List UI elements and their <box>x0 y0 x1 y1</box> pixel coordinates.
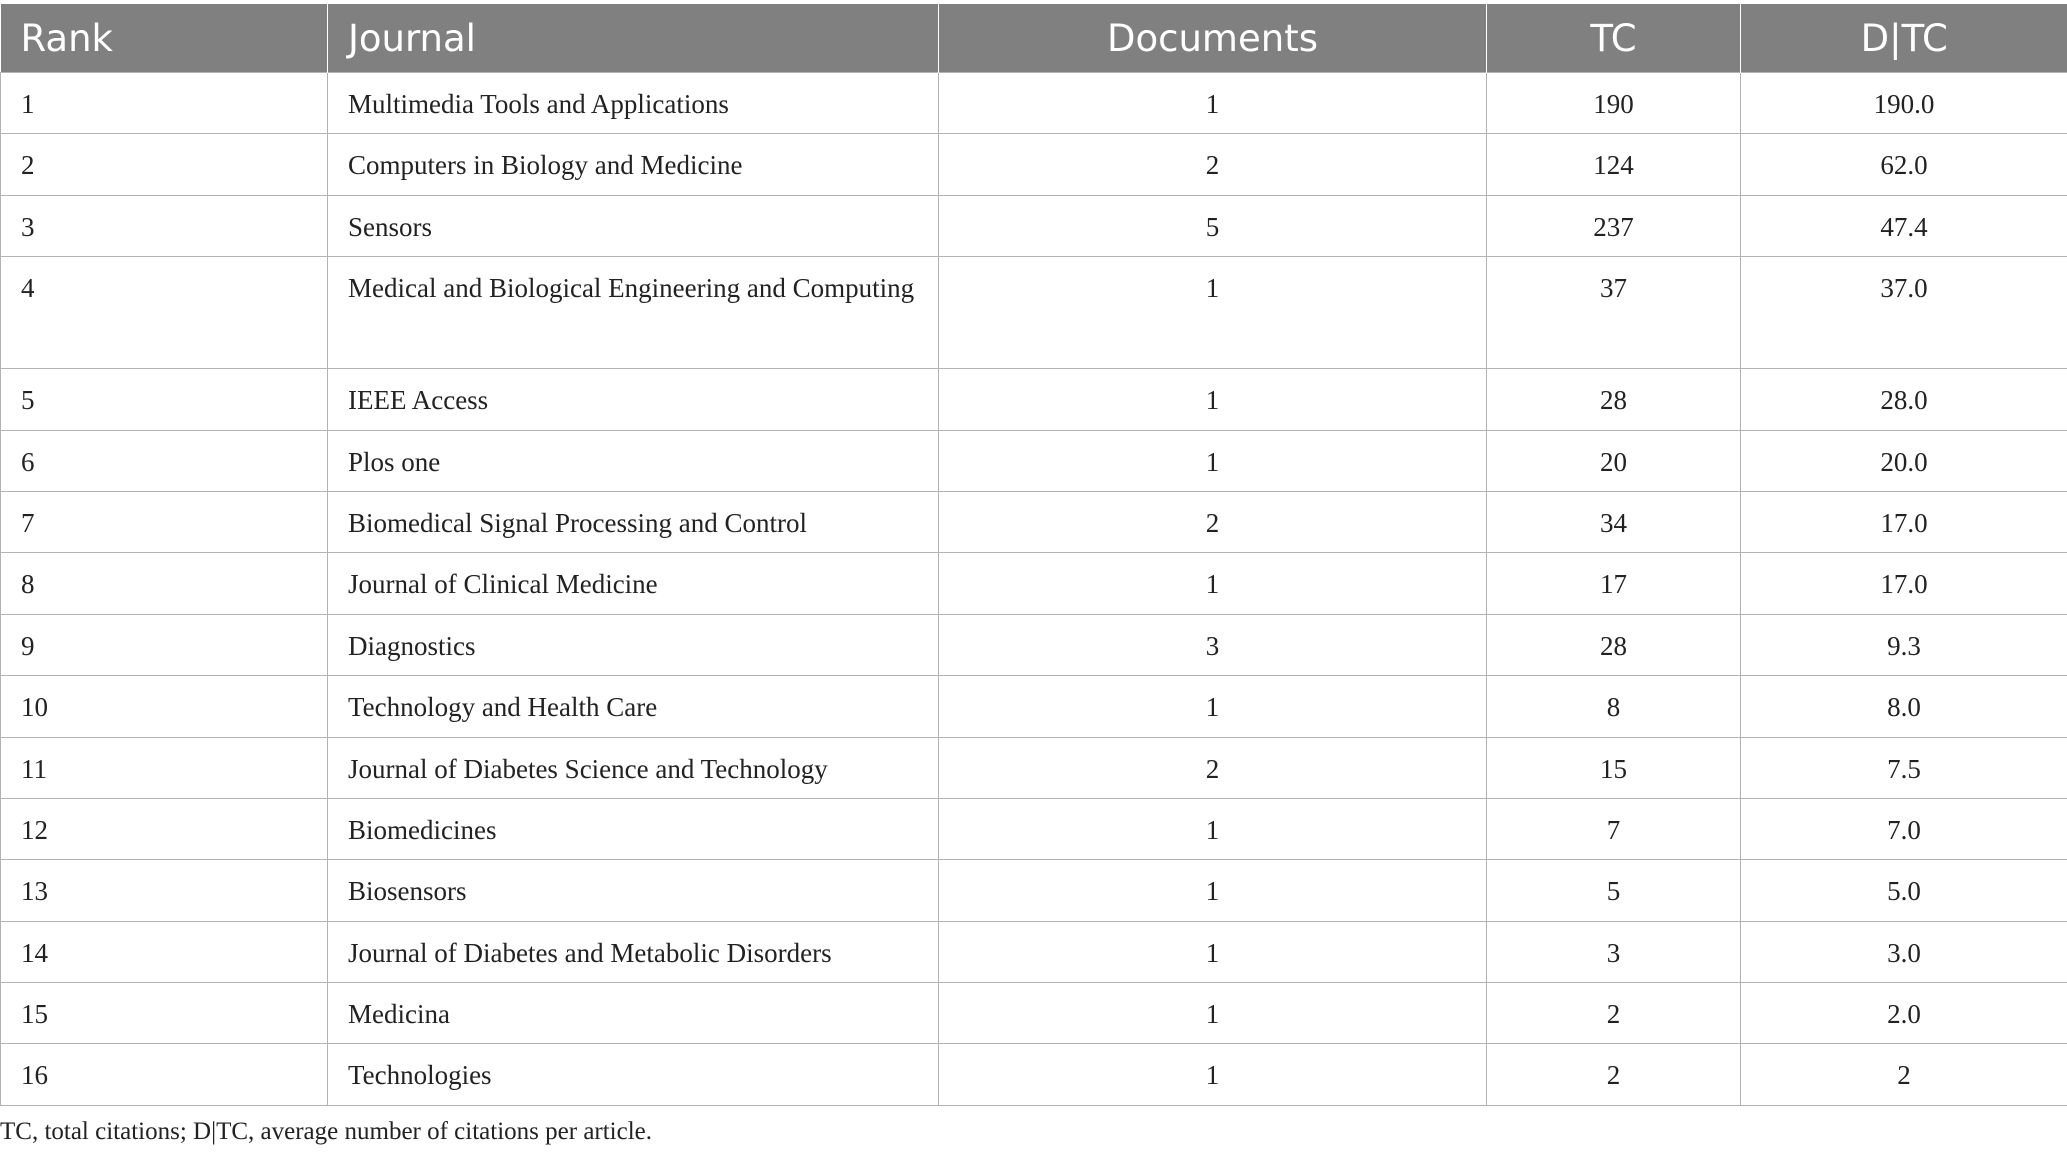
cell-dtc-text: 7.5 <box>1887 753 1921 784</box>
cell-documents <box>939 73 1487 134</box>
cell-rank-text: 1 <box>21 89 35 119</box>
cell-tc <box>1487 614 1741 675</box>
cell-tc <box>1487 798 1741 859</box>
cell-journal <box>328 983 939 1044</box>
cell-dtc <box>1741 134 2067 195</box>
cell-journal-text: Diagnostics <box>348 630 476 661</box>
cell-dtc <box>1741 798 2067 859</box>
cell-dtc <box>1741 257 2067 369</box>
cell-dtc-text: 2.0 <box>1887 999 1921 1030</box>
header-documents: Documents <box>939 4 1487 73</box>
cell-documents <box>939 737 1487 798</box>
cell-journal-text: Medicina <box>348 999 450 1030</box>
cell-tc <box>1487 491 1741 552</box>
header-dtc: D|TC <box>1741 4 2067 73</box>
table-row <box>1 257 2067 369</box>
cell-journal-text: Biosensors <box>348 876 467 907</box>
cell-documents-text: 1 <box>1205 814 1220 845</box>
cell-rank <box>1 676 328 737</box>
cell-rank-text: 16 <box>21 1060 48 1091</box>
table-row <box>1 614 2067 675</box>
cell-tc <box>1487 983 1741 1044</box>
table-row <box>1 860 2067 921</box>
cell-rank-text: 6 <box>21 446 35 477</box>
cell-rank <box>1 737 328 798</box>
cell-journal-text: Multimedia Tools and Applications <box>348 89 729 119</box>
cell-documents <box>939 676 1487 737</box>
cell-documents <box>939 369 1487 430</box>
table-row <box>1 73 2067 134</box>
cell-journal <box>328 798 939 859</box>
table-row <box>1 553 2067 614</box>
cell-tc <box>1487 134 1741 195</box>
cell-tc <box>1487 257 1741 369</box>
cell-dtc <box>1741 430 2067 491</box>
cell-dtc-text: 37.0 <box>1880 273 1928 304</box>
table-row <box>1 369 2067 430</box>
cell-journal-text: Biomedicines <box>348 814 497 845</box>
cell-documents-text: 5 <box>1205 211 1220 242</box>
cell-tc-text: 15 <box>1600 753 1627 784</box>
cell-tc-text: 2 <box>1606 1060 1621 1091</box>
cell-tc-text: 7 <box>1606 814 1621 845</box>
cell-dtc <box>1741 491 2067 552</box>
cell-dtc <box>1741 676 2067 737</box>
cell-rank-text: 8 <box>21 569 35 600</box>
table-row <box>1 195 2067 256</box>
cell-documents <box>939 798 1487 859</box>
cell-documents-text: 1 <box>1205 569 1220 600</box>
cell-journal <box>328 860 939 921</box>
cell-journal-text: Sensors <box>348 211 433 242</box>
cell-rank <box>1 430 328 491</box>
header-tc: TC <box>1487 4 1741 73</box>
cell-dtc <box>1741 860 2067 921</box>
cell-rank <box>1 257 328 369</box>
cell-journal <box>328 921 939 982</box>
cell-tc-text: 28 <box>1600 385 1627 416</box>
cell-tc <box>1487 1044 1741 1105</box>
cell-journal-text: Technology and Health Care <box>348 692 658 723</box>
cell-rank <box>1 553 328 614</box>
cell-dtc-text: 17.0 <box>1880 569 1928 600</box>
cell-tc <box>1487 921 1741 982</box>
cell-dtc <box>1741 553 2067 614</box>
cell-documents <box>939 491 1487 552</box>
cell-dtc <box>1741 614 2067 675</box>
cell-documents-text: 1 <box>1205 937 1220 968</box>
cell-rank-text: 7 <box>21 507 35 538</box>
cell-rank <box>1 614 328 675</box>
cell-dtc <box>1741 369 2067 430</box>
cell-tc <box>1487 73 1741 134</box>
cell-tc-text: 5 <box>1606 876 1621 907</box>
cell-journal <box>328 1044 939 1105</box>
cell-tc <box>1487 553 1741 614</box>
cell-documents-text: 1 <box>1205 89 1220 119</box>
cell-journal <box>328 491 939 552</box>
cell-documents-text: 2 <box>1205 753 1220 784</box>
cell-rank-text: 15 <box>21 999 48 1030</box>
cell-tc-text: 28 <box>1600 630 1627 661</box>
cell-dtc-text: 2 <box>1897 1060 1911 1091</box>
cell-documents-text: 1 <box>1205 385 1220 416</box>
table-row <box>1 737 2067 798</box>
cell-documents-text: 1 <box>1205 876 1220 907</box>
table-row <box>1 491 2067 552</box>
cell-documents-text: 2 <box>1205 150 1220 181</box>
cell-journal <box>328 676 939 737</box>
table-row <box>1 983 2067 1044</box>
table-row <box>1 430 2067 491</box>
cell-dtc-text: 17.0 <box>1880 507 1928 538</box>
cell-rank <box>1 195 328 256</box>
cell-journal <box>328 430 939 491</box>
table-footnote: TC, total citations; D|TC, average number of citations per article. <box>0 1118 653 1145</box>
cell-rank-text: 5 <box>21 385 35 416</box>
cell-tc-text: 190 <box>1593 89 1634 119</box>
cell-documents <box>939 1044 1487 1105</box>
cell-dtc-text: 8.0 <box>1887 692 1921 723</box>
cell-journal <box>328 73 939 134</box>
cell-journal-text: Journal of Diabetes and Metabolic Disorders <box>348 937 832 968</box>
cell-rank-text: 12 <box>21 814 48 845</box>
cell-rank-text: 9 <box>21 630 35 661</box>
cell-rank-text: 10 <box>21 692 48 723</box>
cell-dtc-text: 9.3 <box>1887 630 1921 661</box>
table-row <box>1 921 2067 982</box>
cell-dtc-text: 7.0 <box>1887 814 1921 845</box>
journals-table-container <box>0 4 2067 1106</box>
cell-dtc <box>1741 921 2067 982</box>
cell-dtc <box>1741 1044 2067 1105</box>
cell-journal <box>328 369 939 430</box>
header-rank: Rank <box>1 4 328 73</box>
cell-rank <box>1 491 328 552</box>
cell-rank <box>1 921 328 982</box>
cell-documents <box>939 257 1487 369</box>
cell-tc-text: 124 <box>1593 150 1634 181</box>
cell-tc-text: 2 <box>1606 999 1621 1030</box>
cell-tc <box>1487 676 1741 737</box>
cell-journal-text: Computers in Biology and Medicine <box>348 150 743 181</box>
cell-dtc-text: 190.0 <box>1873 89 1935 119</box>
cell-rank-text: 11 <box>21 753 47 784</box>
cell-documents <box>939 553 1487 614</box>
cell-journal-text: IEEE Access <box>348 385 489 416</box>
cell-journal-text: Journal of Diabetes Science and Technology <box>348 753 828 784</box>
cell-journal-text: Plos one <box>348 446 441 477</box>
cell-documents-text: 1 <box>1205 446 1220 477</box>
cell-tc-text: 20 <box>1600 446 1627 477</box>
cell-documents <box>939 195 1487 256</box>
cell-dtc-text: 20.0 <box>1880 446 1928 477</box>
cell-rank <box>1 369 328 430</box>
cell-documents <box>939 430 1487 491</box>
cell-documents-text: 1 <box>1205 692 1220 723</box>
cell-rank-text: 14 <box>21 937 48 968</box>
cell-documents-text: 1 <box>1205 999 1220 1030</box>
cell-dtc-text: 28.0 <box>1880 385 1928 416</box>
cell-dtc <box>1741 73 2067 134</box>
cell-journal-text: Medical and Biological Engineering and Computing <box>348 273 915 304</box>
cell-tc <box>1487 430 1741 491</box>
cell-rank <box>1 860 328 921</box>
cell-documents-text: 2 <box>1205 507 1220 538</box>
cell-dtc-text: 47.4 <box>1880 211 1928 242</box>
cell-journal <box>328 257 939 369</box>
cell-documents <box>939 983 1487 1044</box>
cell-dtc-text: 3.0 <box>1887 937 1921 968</box>
cell-journal <box>328 195 939 256</box>
cell-rank-text: 13 <box>21 876 48 907</box>
cell-dtc <box>1741 195 2067 256</box>
cell-rank <box>1 983 328 1044</box>
cell-tc-text: 3 <box>1606 937 1621 968</box>
cell-dtc-text: 5.0 <box>1887 876 1921 907</box>
cell-documents-text: 3 <box>1205 630 1220 661</box>
cell-tc <box>1487 737 1741 798</box>
cell-journal <box>328 134 939 195</box>
table-row <box>1 676 2067 737</box>
cell-journal-text: Biomedical Signal Processing and Control <box>348 507 807 538</box>
table-row <box>1 134 2067 195</box>
cell-documents <box>939 614 1487 675</box>
cell-rank-text: 3 <box>21 211 35 242</box>
cell-dtc-text: 62.0 <box>1880 150 1928 181</box>
cell-documents <box>939 921 1487 982</box>
cell-dtc <box>1741 983 2067 1044</box>
cell-rank <box>1 798 328 859</box>
cell-tc-text: 17 <box>1600 569 1627 600</box>
journals-table <box>0 4 2067 1106</box>
cell-journal <box>328 553 939 614</box>
cell-tc <box>1487 369 1741 430</box>
cell-tc-text: 8 <box>1606 692 1621 723</box>
cell-tc <box>1487 860 1741 921</box>
cell-tc-text: 34 <box>1600 507 1627 538</box>
header-journal: Journal <box>328 4 939 73</box>
cell-tc-text: 37 <box>1600 273 1627 304</box>
cell-journal-text: Journal of Clinical Medicine <box>348 569 658 600</box>
cell-documents <box>939 134 1487 195</box>
table-row <box>1 1044 2067 1105</box>
cell-rank-text: 4 <box>21 273 35 304</box>
cell-rank <box>1 73 328 134</box>
header-row <box>1 4 2067 73</box>
cell-rank <box>1 1044 328 1105</box>
table-body <box>1 73 2067 1106</box>
table-row <box>1 798 2067 859</box>
cell-journal <box>328 614 939 675</box>
cell-journal <box>328 737 939 798</box>
cell-dtc <box>1741 737 2067 798</box>
cell-tc <box>1487 195 1741 256</box>
cell-documents <box>939 860 1487 921</box>
cell-documents-text: 1 <box>1205 273 1220 304</box>
cell-tc-text: 237 <box>1593 211 1634 242</box>
cell-rank <box>1 134 328 195</box>
cell-journal-text: Technologies <box>348 1060 492 1091</box>
cell-rank-text: 2 <box>21 150 35 181</box>
cell-documents-text: 1 <box>1205 1060 1220 1091</box>
